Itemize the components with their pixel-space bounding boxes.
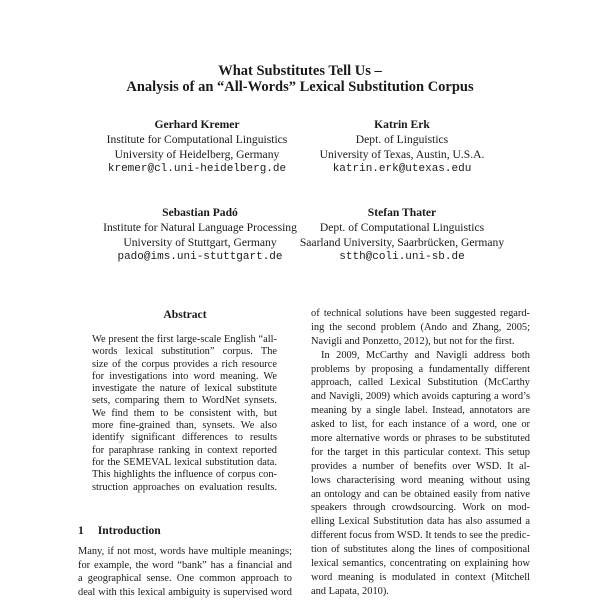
abstract-body [92, 334, 277, 494]
abstract-line: more fine-grained than, synsets. We also [92, 420, 277, 432]
intro-line: deal with this lexical ambiguity is supervised word [78, 586, 292, 598]
body-line: ing the second problem (Ando and Zhang, 2005; [311, 321, 530, 333]
body-line: more alternative words or phrases to be substituted [311, 433, 530, 445]
author-block-erk [252, 117, 552, 177]
body-line: In 2009, McCarthy and Navigli address both [321, 349, 530, 361]
author-email: kremer@cl.uni-heidelberg.de [107, 163, 287, 175]
intro-line: Many, if not most, words have multiple meanings; [78, 546, 292, 557]
body-line: provides a number of benefits over WSD. It al- [311, 460, 530, 472]
body-line: and Lapata, 2010). [311, 585, 389, 597]
abstract-heading: Abstract [163, 308, 207, 321]
intro-line: a geographical sense. One common approach to [78, 573, 292, 585]
abstract-line: sets, comparing them to WordNet synsets. [92, 395, 277, 407]
right-column-body [311, 307, 530, 599]
body-line: lexical semantics, concentrating on explaining how [311, 558, 530, 570]
intro-line: for example, the word “bank” has a financial and [78, 559, 292, 571]
author-affiliation: Dept. of Computational Linguistics [319, 221, 485, 234]
body-line: and Navigli, 2009) which avoids capturing a word’s [311, 391, 530, 403]
author-name: Stefan Thater [367, 206, 437, 219]
author-affiliation: Dept. of Linguistics [355, 133, 449, 146]
section-heading-introduction [78, 524, 161, 537]
body-line: asked to list, for each instance of a word, one or [311, 419, 530, 431]
author-location: University of Stuttgart, Germany [123, 236, 277, 249]
author-block-thater [252, 205, 552, 265]
author-email: pado@ims.uni-stuttgart.de [117, 251, 283, 263]
body-line: of technical solutions have been suggested regard- [311, 308, 530, 319]
paper-title-line-1: What Substitutes Tell Us – [218, 63, 382, 79]
body-line: tion of substitutes along the lines of compositional [311, 544, 530, 556]
body-line: word meaning is modulated in context (Mitchell [311, 571, 530, 583]
body-line: meaning by a single label. Instead, annotators are [311, 405, 530, 417]
abstract-line: struction approaches on evaluation results. [92, 481, 277, 493]
abstract-line: identify significant differences to results [92, 432, 277, 444]
author-email: katrin.erk@utexas.edu [332, 163, 472, 175]
body-line: approach, called Lexical Substitution (McCarthy [311, 377, 530, 389]
abstract-line: This highlights the influence of corpus con- [92, 469, 277, 481]
paper-title-line-2: Analysis of an “All-Words” Lexical Substitution Corpus [126, 79, 474, 95]
author-name: Katrin Erk [374, 118, 430, 131]
abstract-line: investigate the nature of lexical substitute [92, 383, 277, 395]
body-line: an ontology and can be obtained easily from native [311, 488, 530, 500]
author-affiliation: Institute for Computational Linguistics [106, 133, 288, 146]
introduction-body [78, 545, 292, 599]
section-title: Introduction [97, 524, 161, 537]
author-location: University of Texas, Austin, U.S.A. [319, 148, 485, 161]
author-affiliation: Institute for Natural Language Processing [103, 221, 297, 234]
body-line: speakers through crowdsourcing. Work on mod- [311, 502, 530, 514]
abstract-line: We present the first large-scale English “all- [92, 334, 277, 345]
author-email: stth@coli.uni-sb.de [339, 251, 465, 263]
abstract-line: for paraphrase ranking in context reported [92, 444, 277, 456]
body-line: for the target in this particular context. This setup [311, 446, 530, 458]
abstract-line: We find them to be consistent with, but [92, 407, 277, 419]
abstract-line: words lexical substitution” corpus. The [92, 346, 277, 358]
author-location: University of Heidelberg, Germany [114, 148, 280, 161]
body-line: Navigli and Ponzetto, 2012), but not for the first. [311, 335, 515, 347]
author-name: Sebastian Padó [162, 206, 238, 219]
body-line: elling Lexical Substitution data has also assumed a [311, 516, 530, 528]
abstract-line: for the SEMEVAL lexical substitution data. [92, 456, 277, 468]
body-line: different focus from WSD. It tends to see the predic- [311, 530, 530, 542]
author-name: Gerhard Kremer [154, 118, 240, 131]
body-line: lows characterising word meaning without using [311, 474, 530, 486]
abstract-line: size of the corpus provides a rich resource [92, 358, 277, 370]
body-line: problems by proposing a fundamentally different [311, 363, 530, 375]
section-number: 1 [78, 524, 84, 537]
author-location: Saarland University, Saarbrücken, Germany [299, 236, 505, 249]
abstract-line: for investigations into word meaning. We [92, 370, 277, 382]
